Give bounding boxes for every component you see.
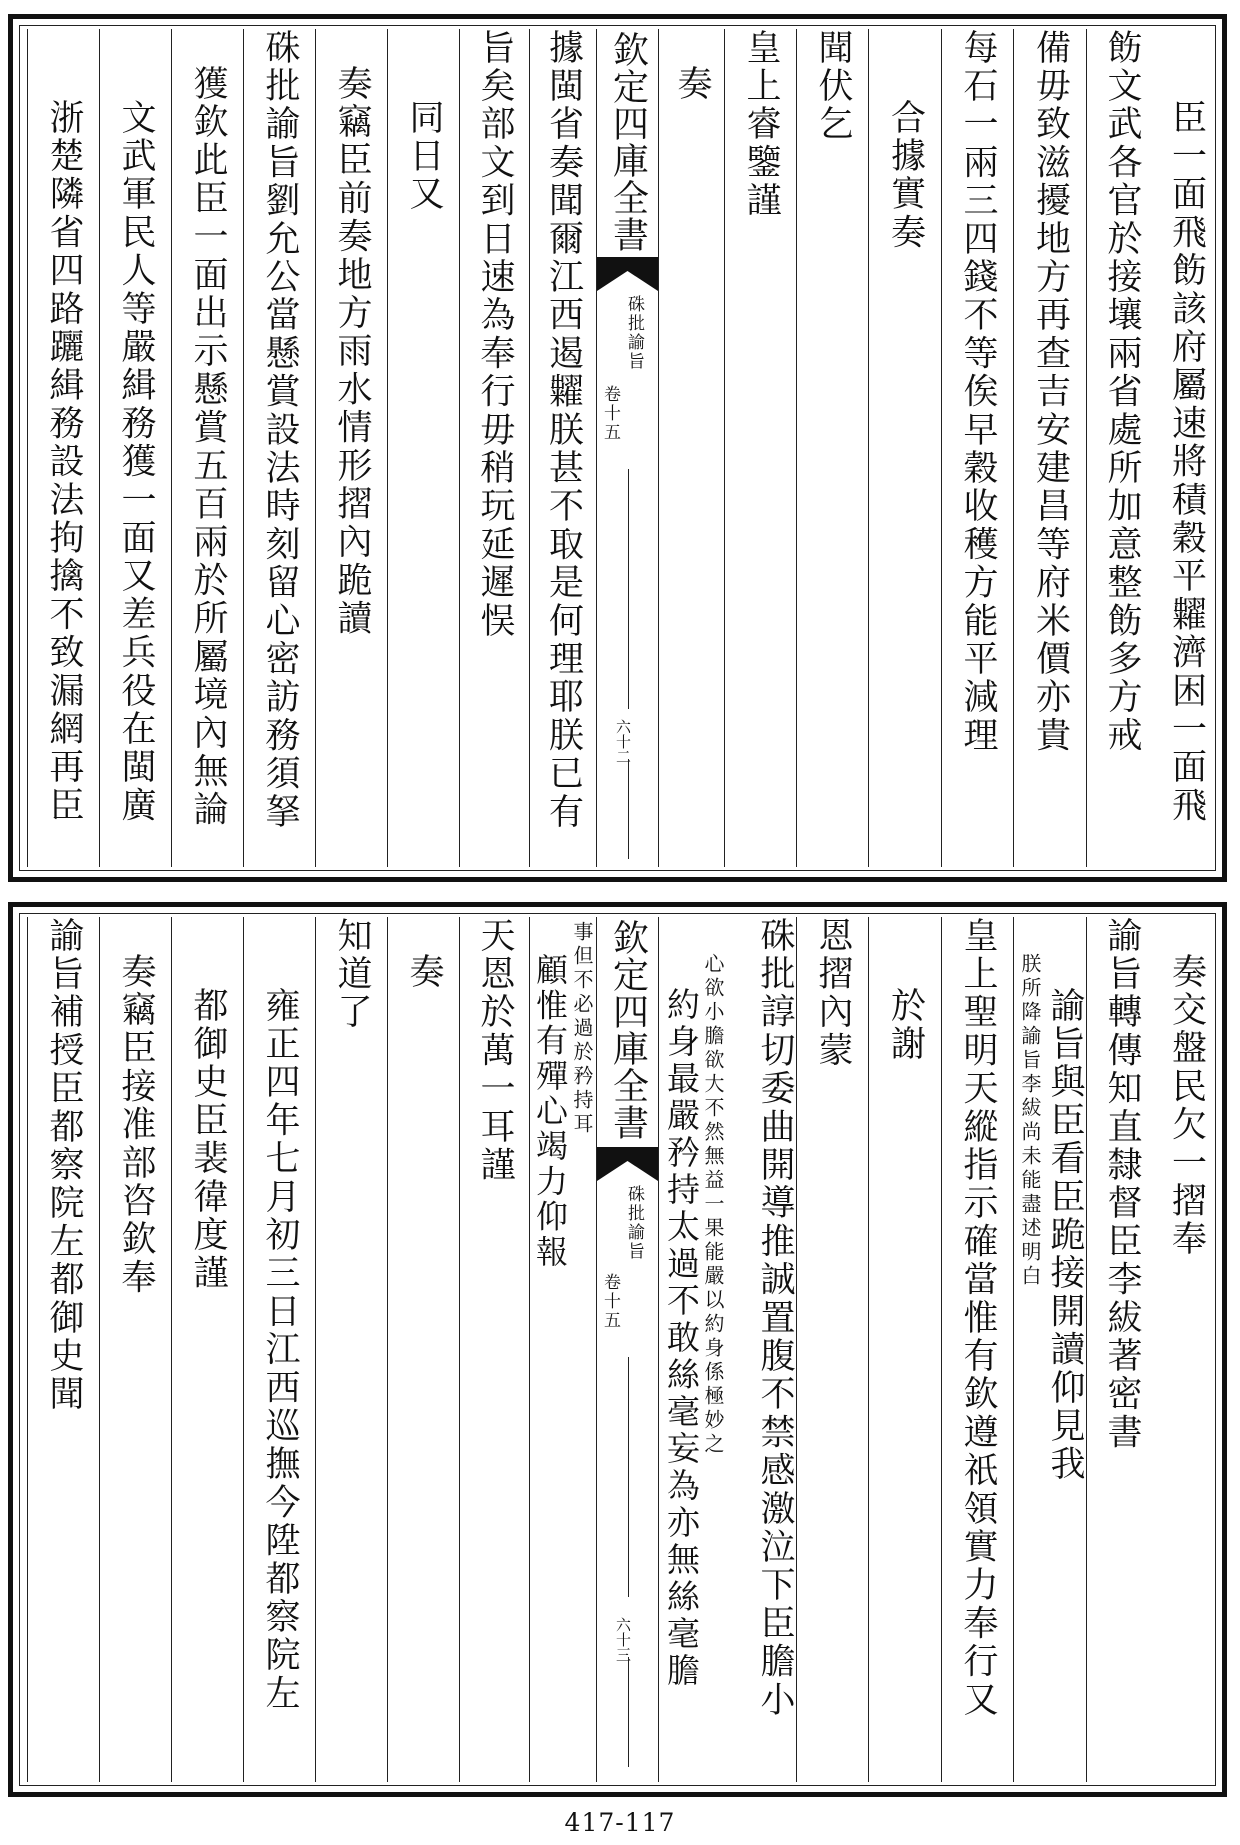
text-column xyxy=(941,29,1013,867)
text-column xyxy=(529,917,596,1782)
column-text: 諭旨補授臣都察院左都御史聞 xyxy=(44,917,84,1414)
column-text: 諭旨與臣看臣跪接開讀仰見我 xyxy=(1045,987,1085,1484)
text-column xyxy=(658,29,724,867)
column-text: 約身最嚴矜持太過不敢絲毫妄為亦無絲毫膽 xyxy=(662,987,701,1690)
text-column xyxy=(171,917,243,1782)
bottom-page xyxy=(8,902,1227,1797)
column-text: 備毋致滋擾地方再查吉安建昌等府米價亦貴 xyxy=(1030,29,1071,755)
text-column xyxy=(387,29,459,867)
text-column xyxy=(1013,29,1086,867)
fold-rule xyxy=(628,1657,629,1767)
column-text: 皇上聖明天縱指示確當惟有欽遵祇領實力奉行又 xyxy=(958,917,998,1720)
text-column xyxy=(941,917,1013,1782)
text-column xyxy=(1013,917,1086,1782)
text-column xyxy=(243,29,315,867)
text-column xyxy=(658,917,796,1782)
column-text: 每石一兩三四錢不等俟早穀收穫方能平減理 xyxy=(958,29,998,755)
fold-rule xyxy=(628,1357,629,1597)
column-text: 硃批諭旨劉允公當懸賞設法時刻留心密訪務須拏 xyxy=(260,29,300,832)
fishtail-mark xyxy=(597,257,658,291)
text-column xyxy=(27,917,99,1782)
column-text: 奏竊臣接准部咨欽奉 xyxy=(116,953,156,1297)
text-column xyxy=(1086,917,1156,1782)
text-column xyxy=(99,917,171,1782)
section-title: 硃批諭旨 xyxy=(624,295,644,371)
fold-column xyxy=(596,917,658,1782)
column-text: 顧惟有殫心竭力仰報 xyxy=(531,953,569,1270)
fold-rule xyxy=(628,759,629,859)
column-text: 旨矣部文到日速為奉行毋稍玩延遲悮 xyxy=(475,29,515,641)
text-column xyxy=(315,29,387,867)
column-text: 浙楚隣省四路躧緝務設法拘擒不致漏網再臣 xyxy=(44,99,84,825)
text-column xyxy=(459,917,529,1782)
text-column xyxy=(796,29,868,867)
column-text: 於謝 xyxy=(885,987,926,1064)
text-column xyxy=(99,29,171,867)
page-label: 417-117 xyxy=(564,1808,676,1837)
column-text: 飭文武各官於接壤兩省處所加意整飭多方戒 xyxy=(1102,29,1142,755)
text-column xyxy=(27,29,99,867)
volume-label: 卷十五 xyxy=(600,385,620,442)
top-page xyxy=(8,14,1227,882)
column-text: 知道了 xyxy=(332,917,372,1032)
fold-rule xyxy=(628,469,629,709)
column-text: 聞伏乞 xyxy=(813,29,853,144)
column-text: 奏交盤民欠一摺奉 xyxy=(1166,953,1207,1259)
column-text: 硃批諄切委曲開導推誠置腹不禁感激泣下臣膽小 xyxy=(755,917,795,1720)
column-text: 天恩於萬一耳謹 xyxy=(475,917,515,1185)
text-column xyxy=(796,917,868,1782)
fishtail-mark xyxy=(597,1147,658,1181)
column-text: 皇上睿鑒謹 xyxy=(741,29,781,220)
section-title: 硃批諭旨 xyxy=(624,1185,644,1261)
text-column xyxy=(1156,29,1216,867)
book-title: 欽定四庫全書 xyxy=(607,31,649,253)
text-column xyxy=(315,917,387,1782)
text-column xyxy=(1156,917,1216,1782)
small-annotation: 事但不必過於矜持耳 xyxy=(570,921,594,1137)
column-text: 據閩省奏聞爾江西遏糶朕甚不取是何理耶朕已有 xyxy=(543,29,584,832)
book-title: 欽定四庫全書 xyxy=(607,919,649,1141)
text-column xyxy=(387,917,459,1782)
page-number: 六十二 xyxy=(614,719,632,764)
column-text: 奏 xyxy=(404,953,444,992)
column-text: 同日又 xyxy=(404,99,444,214)
column-text: 都御史臣裴徫度謹 xyxy=(188,987,228,1293)
text-column xyxy=(243,917,315,1782)
column-text: 臣一面飛飭該府屬速將積穀平糶濟困一面飛 xyxy=(1166,99,1207,825)
column-text: 諭旨轉傳知直隸督臣李紱著密書 xyxy=(1102,917,1142,1452)
column-text: 奏竊臣前奏地方雨水情形摺內跪讀 xyxy=(332,65,372,638)
text-column xyxy=(529,29,596,867)
text-column xyxy=(459,29,529,867)
page-number: 六十三 xyxy=(614,1617,632,1662)
column-text: 文武軍民人等嚴緝務獲一面又差兵役在閩廣 xyxy=(116,99,156,825)
text-column xyxy=(724,29,796,867)
column-text: 合據實奏 xyxy=(885,99,926,252)
text-column xyxy=(171,29,243,867)
column-text: 奏 xyxy=(672,65,712,104)
text-column xyxy=(868,917,941,1782)
text-column xyxy=(1086,29,1156,867)
fold-column xyxy=(596,29,658,867)
volume-label: 卷十五 xyxy=(600,1273,620,1330)
small-annotation: 心欲小膽欲大不然無益一果能嚴以約身係極妙之 xyxy=(701,953,725,1457)
column-text: 獲欽此臣一面出示懸賞五百兩於所屬境內無論 xyxy=(188,65,228,829)
small-annotation: 朕所降諭旨李紱尚未能盡述明白 xyxy=(1018,953,1042,1289)
column-text: 恩摺內蒙 xyxy=(813,917,853,1070)
text-column xyxy=(868,29,941,867)
column-text: 雍正四年七月初三日江西巡撫今陞都察院左 xyxy=(260,987,300,1713)
